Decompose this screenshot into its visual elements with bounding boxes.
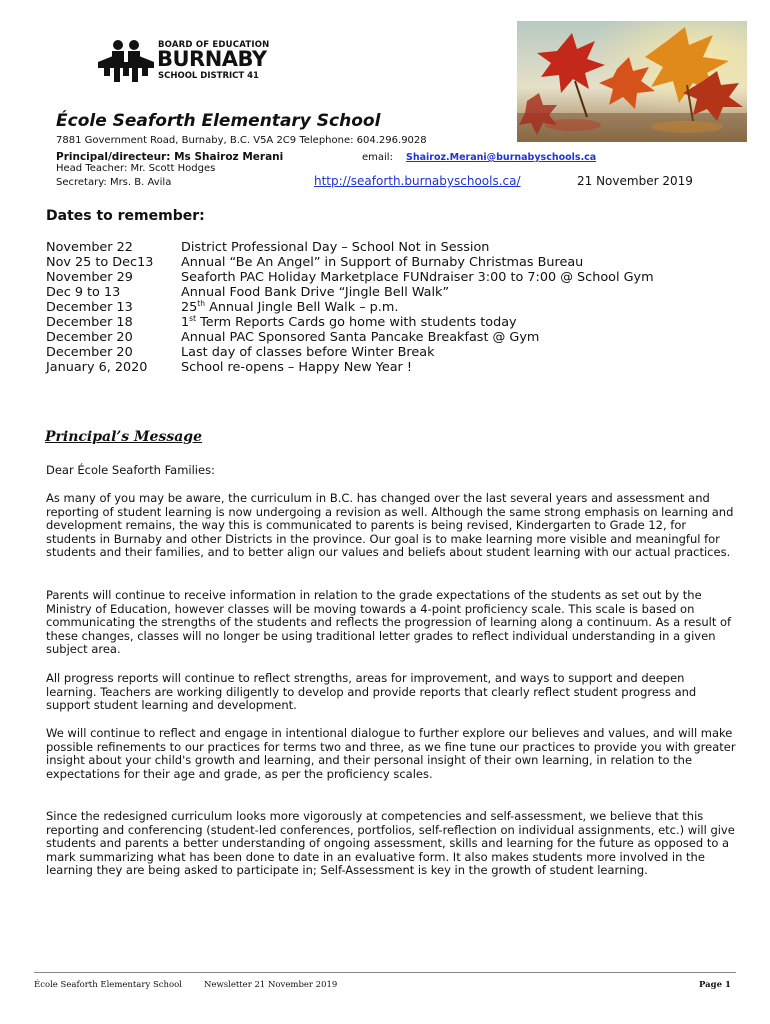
event-ordinal-suffix: th xyxy=(197,299,205,308)
message-paragraph: All progress reports will continue to reflect strengths, areas for improvement, and ways to support and deepen learning. Teachers are working diligently to develop and provide reports that clearly reflect student progress and support student learning and development. xyxy=(46,671,697,713)
message-paragraph: We will continue to reflect and engage in intentional dialogue to further explore our believes and values, and will make possible refinements to our practices for terms two and three, as we fine tune our practices to provide you with greater insight about your child's growth and learning, and their personal insight of their own learning, in relation to the expectations for their age and grade, as per the proficiency scales. xyxy=(46,726,736,781)
burnaby-school-district-logo xyxy=(96,40,270,84)
footer-newsletter-date: Newsletter 21 November 2019 xyxy=(204,980,338,990)
event-description-text: Annual Jingle Bell Walk – p.m. xyxy=(205,300,399,315)
event-date: November 29 xyxy=(46,270,133,285)
message-paragraph: As many of you may be aware, the curriculum in B.C. has changed over the last several years and assessment and reporting of student learning is now undergoing a revision as well. Although the same strong emphasis on learning and development remains, the way this is communicated to parents is being revised, Kindergarten to Grade 12, for students in Burnaby and other Districts in the province. Our goal is to make learning more visible and meaningful for students and their families, and to better align our values and beliefs about student learning with our actual practices. xyxy=(46,491,734,560)
event-description: Annual “Be An Angel” in Support of Burnaby Christmas Bureau xyxy=(181,255,584,270)
event-description xyxy=(181,300,398,315)
event-description xyxy=(181,315,517,330)
event-date: January 6, 2020 xyxy=(46,360,148,375)
event-date: December 18 xyxy=(46,315,133,330)
event-description: Annual Food Bank Drive “Jingle Bell Walk” xyxy=(181,285,450,300)
head-teacher-name: Head Teacher: Mr. Scott Hodges xyxy=(56,163,216,174)
email-label: email: xyxy=(362,152,393,163)
footer-page-number: Page 1 xyxy=(699,980,731,990)
event-description: Last day of classes before Winter Break xyxy=(181,345,435,360)
principals-message-heading: Principal’s Message xyxy=(45,429,202,445)
principal-name: Principal/directeur: Ms Shairoz Merani xyxy=(56,151,284,163)
event-ordinal-number: 1 xyxy=(181,315,190,330)
event-description-text: Term Reports Cards go home with students today xyxy=(196,315,517,330)
principal-email-link[interactable]: Shairoz.Merani@burnabyschools.ca xyxy=(406,152,597,163)
secretary-name: Secretary: Mrs. B. Avila xyxy=(56,177,172,188)
event-description: District Professional Day – School Not in Session xyxy=(181,240,490,255)
footer-school-name: École Seaforth Elementary School xyxy=(34,980,182,990)
autumn-leaves-image xyxy=(517,21,747,142)
event-date: November 22 xyxy=(46,240,133,255)
event-description: Annual PAC Sponsored Santa Pancake Breakfast @ Gym xyxy=(181,330,540,345)
event-ordinal-suffix: st xyxy=(189,314,197,323)
event-description: Seaforth PAC Holiday Marketplace FUNdraiser 3:00 to 7:00 @ School Gym xyxy=(181,270,654,285)
dates-to-remember-heading: Dates to remember: xyxy=(46,208,205,224)
letter-greeting: Dear École Seaforth Families: xyxy=(46,463,215,477)
event-date: Nov 25 to Dec13 xyxy=(46,255,154,270)
newsletter-date: 21 November 2019 xyxy=(577,174,693,188)
logo-district-text: SCHOOL DISTRICT 41 xyxy=(158,71,259,81)
event-date: December 13 xyxy=(46,300,133,315)
event-date: Dec 9 to 13 xyxy=(46,285,121,300)
logo-board-text: BOARD OF EDUCATION xyxy=(158,40,270,50)
school-name-title: École Seaforth Elementary School xyxy=(56,111,381,131)
event-date: December 20 xyxy=(46,345,133,360)
event-ordinal-number: 25 xyxy=(181,300,198,315)
family-figures-logo-icon xyxy=(96,40,156,84)
message-paragraph: Since the redesigned curriculum looks more vigorously at competencies and self-assessment, we believe that this reporting and conferencing (student-led conferences, portfolios, self-reflection on individual assignments, etc.) will give students and parents a better understanding of ongoing assessment, skills and learning for the future as opposed to a mark summarizing what has been done to date in an evaluative form. It also makes students more involved in the learning they are being asked to participate in; Self-Assessment is key in the growth of student learning. xyxy=(46,809,735,878)
event-date: December 20 xyxy=(46,330,133,345)
school-website-link[interactable]: http://seaforth.burnabyschools.ca/ xyxy=(314,174,521,188)
message-paragraph: Parents will continue to receive information in relation to the grade expectations of the students as set out by the Ministry of Education, however classes will be moving towards a 4-point proficiency scale. This scale is based on communicating the strengths of the students and reflects the progression of learning along a continuum. As a result of these changes, classes will no longer be using traditional letter grades to reflect individual understanding in a given subject area. xyxy=(46,588,732,657)
school-address-phone: 7881 Government Road, Burnaby, B.C. V5A 2C9 Telephone: 604.296.9028 xyxy=(56,135,427,146)
event-description: School re-opens – Happy New Year ! xyxy=(181,360,413,375)
logo-burnaby-text: BURNABY xyxy=(157,47,267,71)
footer-divider xyxy=(34,972,736,973)
